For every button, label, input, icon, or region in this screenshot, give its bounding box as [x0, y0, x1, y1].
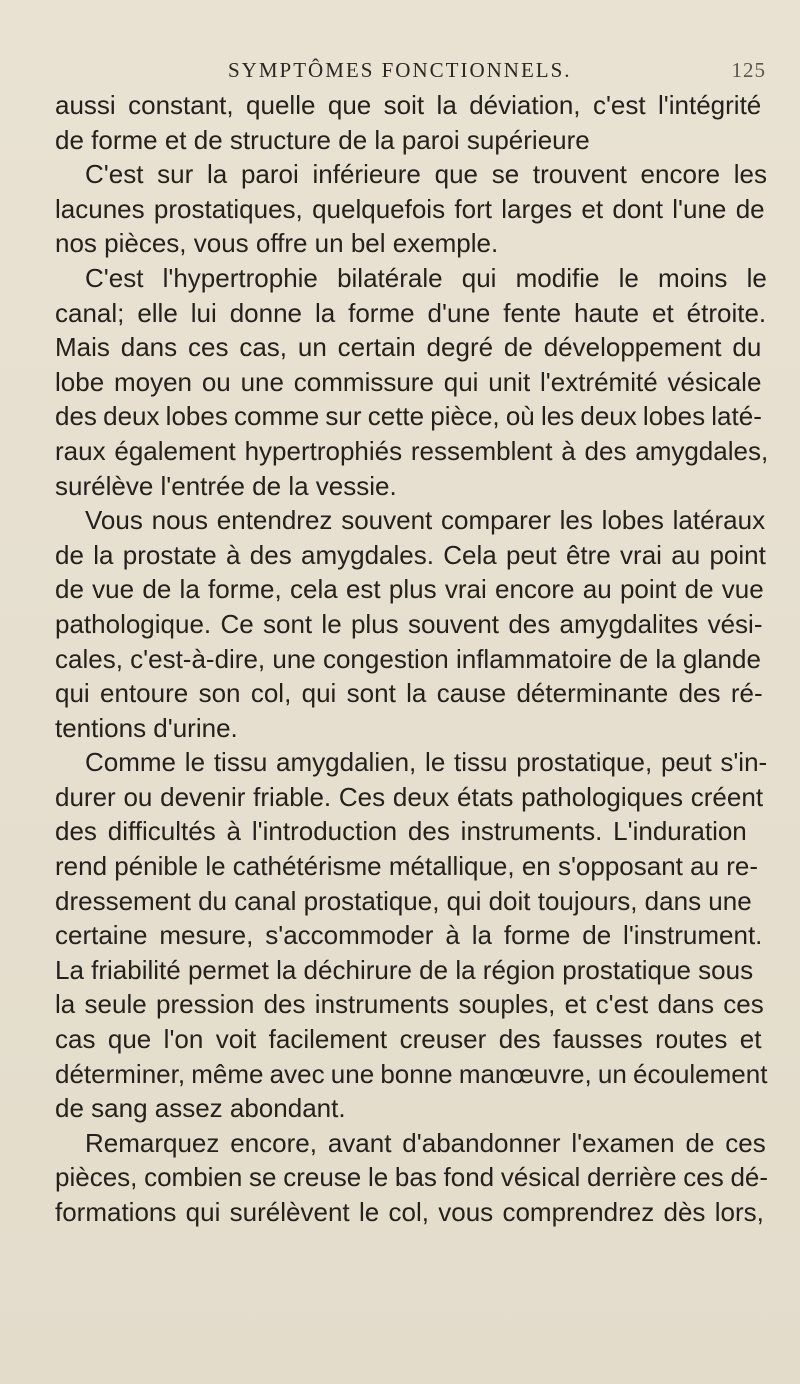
text-line: tentions d'urine. [55, 712, 238, 743]
text-line: Remarquez encore, avant d'abandonner l'examen de ces [85, 1127, 766, 1158]
text-line: qui entoure son col, qui sont la cause déterminante des ré- [55, 678, 763, 709]
text-line: raux également hypertrophiés ressemblent à des amygdales, [55, 435, 769, 466]
text-line: pathologique. Ce sont le plus souvent des amygdalites vési- [55, 608, 763, 639]
text-line: canal; elle lui donne la forme d'une fente haute et étroite. [55, 297, 767, 328]
text-line: Comme le tissu amygdalien, le tissu prostatique, peut s'in- [85, 747, 768, 778]
text-line: lobe moyen ou une commissure qui unit l'extrémité vésicale [55, 366, 762, 397]
text-line: lacunes prostatiques, quelquefois fort larges et dont l'une de [55, 193, 765, 224]
running-head [228, 58, 768, 84]
text-line: rend pénible le cathétérisme métallique, en s'opposant au re- [55, 851, 759, 882]
text-line: surélève l'entrée de la vessie. [55, 470, 397, 501]
text-line: cales, c'est-à-dire, une congestion inflammatoire de la glande [55, 643, 761, 674]
text-line: déterminer, même avec une bonne manœuvre, un écoulement [55, 1058, 768, 1089]
text-line: des deux lobes comme sur cette pièce, où les deux lobes laté- [55, 401, 762, 432]
text-line: Mais dans ces cas, un certain degré de développement du [55, 332, 762, 363]
text-line: certaine mesure, s'accommoder à la forme de l'instrument. [55, 920, 763, 951]
text-line: des difficultés à l'introduction des instruments. L'induration [55, 816, 747, 847]
text-line: aussi constant, quelle que soit la déviation, c'est l'intégrité [55, 90, 762, 120]
page-number: 125 [731, 58, 766, 82]
text-line: nos pièces, vous offre un bel exemple. [55, 228, 499, 259]
running-title: SYMPTÔMES FONCTIONNELS. [228, 58, 572, 82]
text-line: de forme et de structure de la paroi supérieure [55, 124, 590, 155]
text-line: de la prostate à des amygdales. Cela peut être vrai au point [55, 539, 766, 570]
text-line: La friabilité permet la déchirure de la région prostatique sous [55, 954, 754, 985]
text-line: dressement du canal prostatique, qui doit toujours, dans une [55, 885, 752, 916]
text-line: de sang assez abondant. [55, 1093, 346, 1124]
body-text [55, 88, 769, 1230]
text-line: durer ou devenir friable. Ces deux états pathologiques créent [55, 781, 764, 812]
text-line: pièces, combien se creuse le bas fond vésical derrière ces dé- [55, 1162, 769, 1193]
text-line: de vue de la forme, cela est plus vrai encore au point de vue [55, 574, 764, 605]
text-line: la seule pression des instruments souples, et c'est dans ces [55, 989, 764, 1020]
text-line: C'est l'hypertrophie bilatérale qui modifie le moins le [85, 262, 767, 293]
text-line: formations qui surélèvent le col, vous comprendrez dès lors, [55, 1197, 764, 1227]
text-line: C'est sur la paroi inférieure que se trouvent encore les [85, 159, 768, 190]
text-line: Vous nous entendrez souvent comparer les lobes latéraux [85, 505, 766, 536]
text-line: cas que l'on voit facilement creuser des fausses routes et [55, 1024, 762, 1055]
